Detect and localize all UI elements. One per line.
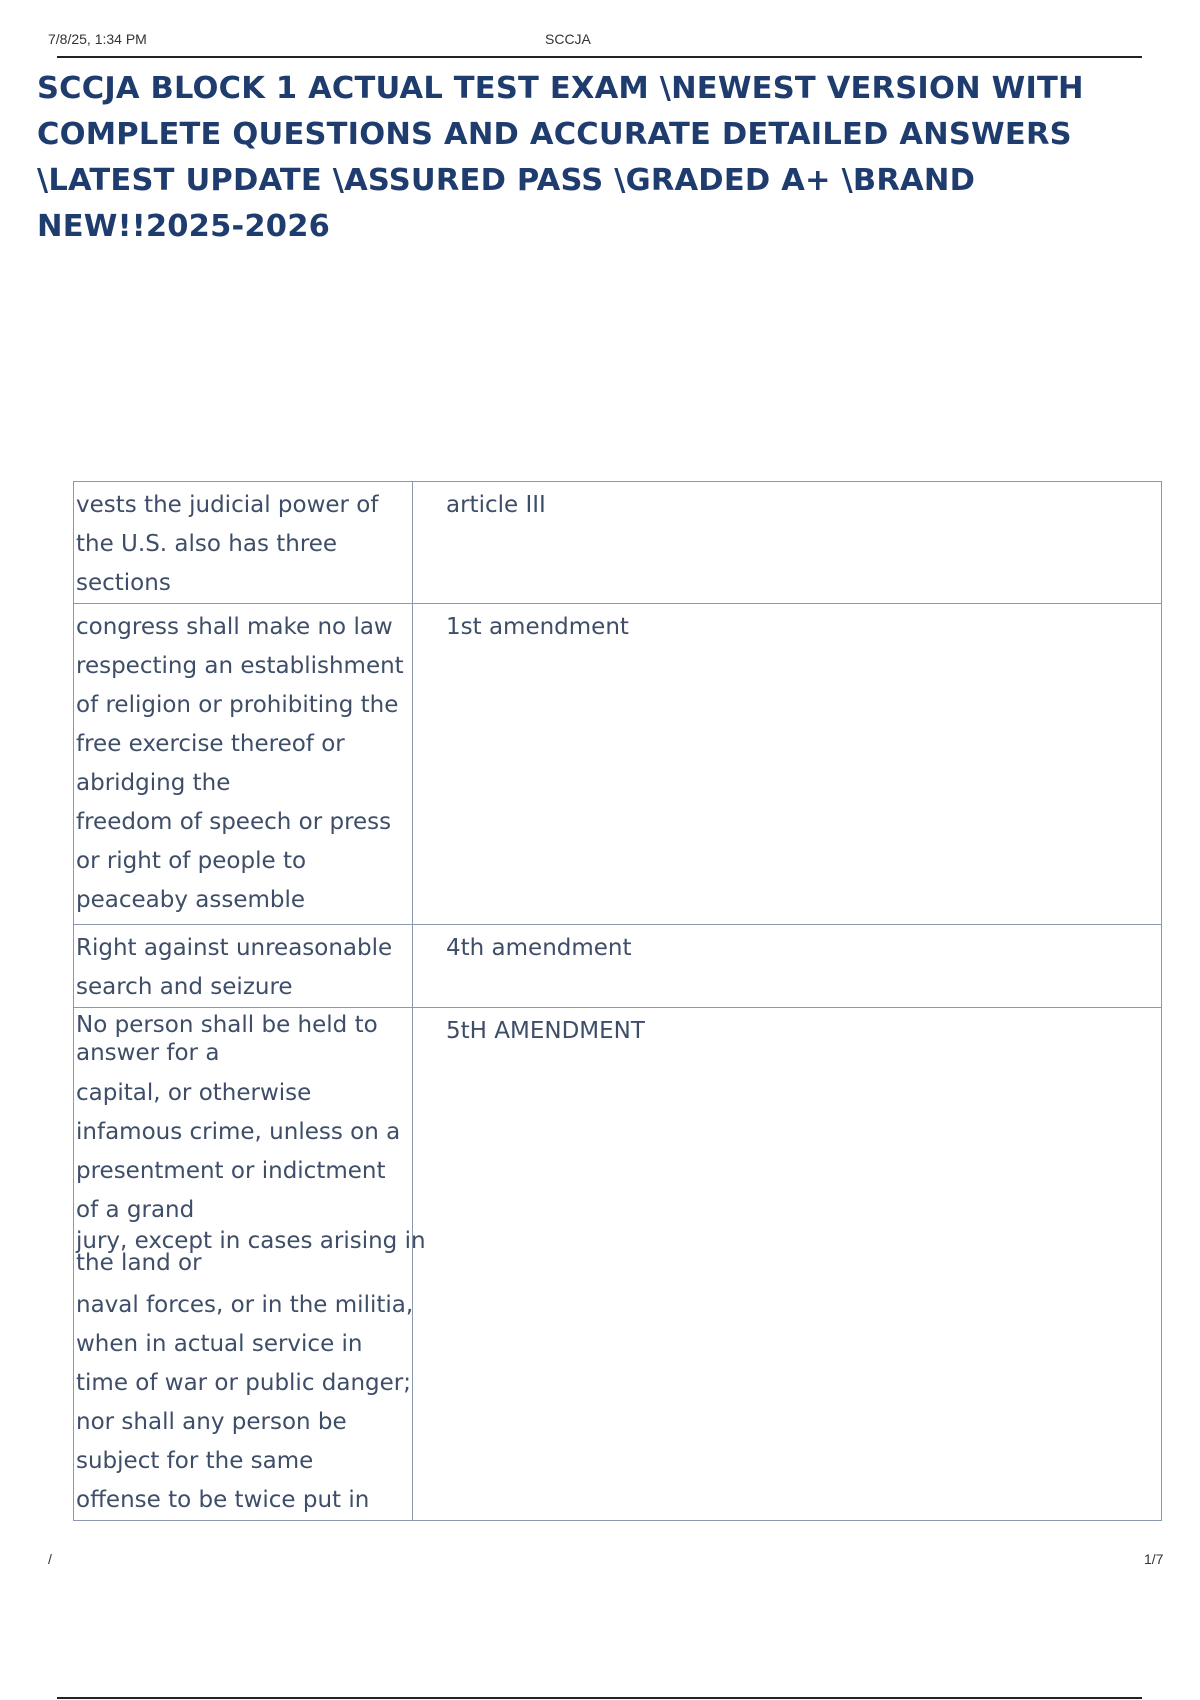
question-line: answer for a: [76, 1040, 220, 1066]
table-row: [74, 482, 1162, 604]
question-line: infamous crime, unless on a: [76, 1119, 401, 1145]
question-line: sections: [76, 570, 171, 596]
question-cell: [74, 604, 413, 925]
question-line: jury, except in cases arising in: [76, 1228, 426, 1254]
print-page-title: SCCJA: [545, 31, 591, 47]
question-cell: [74, 1008, 426, 1521]
question-line: peaceaby assemble: [76, 887, 306, 913]
footer-url-mark: /: [48, 1551, 52, 1567]
question-line: nor shall any person be: [76, 1409, 347, 1435]
question-line: time of war or public danger;: [76, 1370, 412, 1396]
document-title: SCCJA BLOCK 1 ACTUAL TEST EXAM \NEWEST VERSION WITH COMPLETE QUESTIONS AND ACCURATE DETAILED ANSWERS \LATEST UPDATE \ASSURED PASS \GRADED A+ \BRAND NEW!!2025-2026: [37, 71, 1084, 244]
question-line: offense to be twice put in: [76, 1487, 370, 1513]
bottom-divider: [57, 1697, 1142, 1699]
table-row: [74, 925, 1162, 1008]
question-line: or right of people to: [76, 848, 307, 874]
question-line: search and seizure: [76, 974, 293, 1000]
question-line: naval forces, or in the militia,: [76, 1292, 414, 1318]
print-date-time: 7/8/25, 1:34 PM: [48, 31, 147, 47]
question-line: abridging the: [76, 770, 231, 796]
question-cell: [74, 925, 413, 1008]
answer-cell: 1st amendment: [413, 604, 1162, 925]
question-line: of religion or prohibiting the: [76, 692, 399, 718]
answer-cell: article III: [413, 482, 1162, 604]
question-cell: [74, 482, 413, 604]
question-line: the U.S. also has three: [76, 531, 338, 557]
page-number: 1/7: [1144, 1551, 1164, 1567]
question-line: presentment or indictment: [76, 1158, 386, 1184]
answer-cell: 5tH AMENDMENT: [413, 1008, 1162, 1521]
question-answer-table: [73, 481, 1162, 1521]
answer-cell: 4th amendment: [413, 925, 1162, 1008]
question-line: congress shall make no law: [76, 614, 393, 640]
question-line: No person shall be held to: [76, 1012, 378, 1038]
question-line: the land or: [76, 1250, 202, 1276]
question-line: vests the judicial power of: [76, 492, 379, 518]
table-row: [74, 1008, 1162, 1521]
question-line: freedom of speech or press: [76, 809, 392, 835]
header-divider: [57, 56, 1142, 58]
question-line: free exercise thereof or: [76, 731, 345, 757]
question-line: Right against unreasonable: [76, 935, 393, 961]
table-row: [74, 604, 1162, 925]
question-line: subject for the same: [76, 1448, 314, 1474]
question-line: of a grand: [76, 1197, 195, 1223]
question-line: respecting an establishment: [76, 653, 404, 679]
question-line: capital, or otherwise: [76, 1080, 312, 1106]
question-line: when in actual service in: [76, 1331, 363, 1357]
